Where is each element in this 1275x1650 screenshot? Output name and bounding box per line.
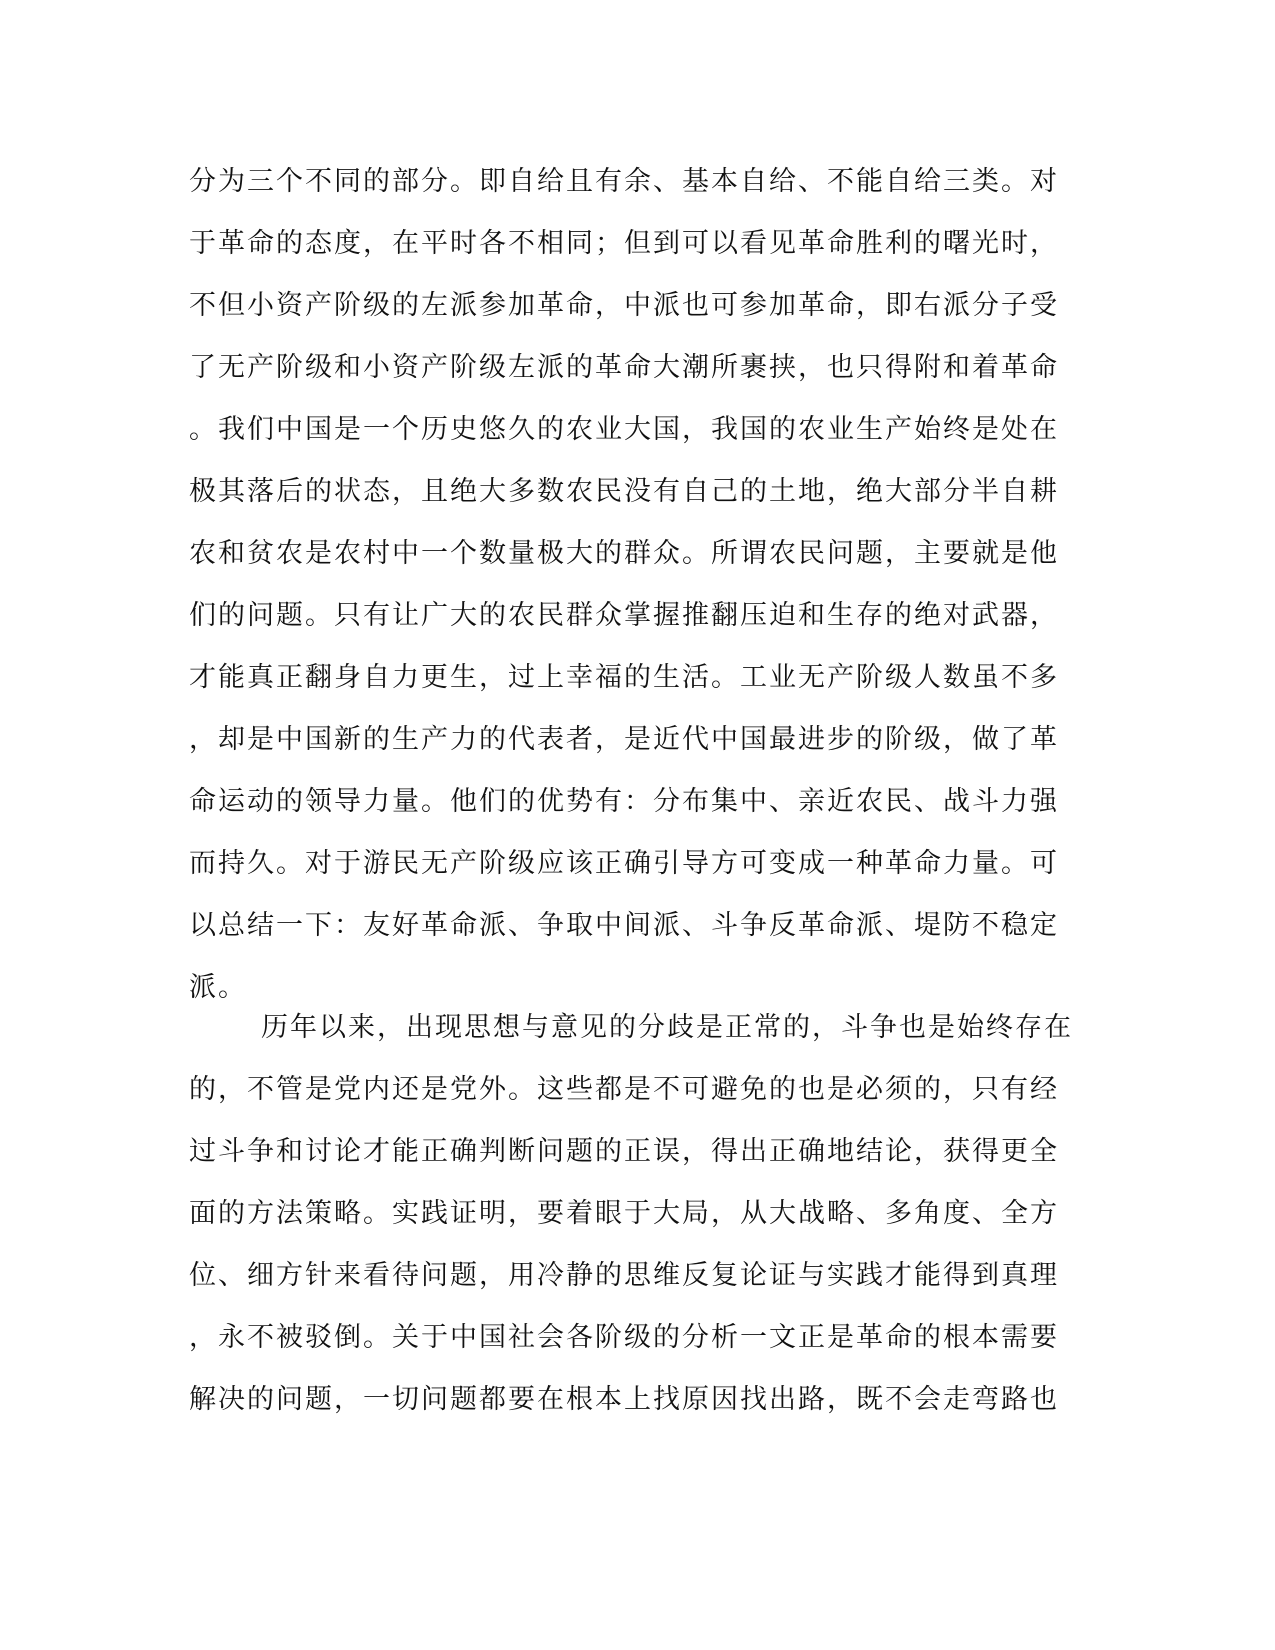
paragraph-2-line: 位、细方针来看待问题，用冷静的思维反复论证与实践才能得到真理 xyxy=(189,1260,1059,1291)
paragraph-2-line: 解决的问题，一切问题都要在根本上找原因找出路，既不会走弯路也 xyxy=(189,1384,1059,1415)
paragraph-2-line: 的，不管是党内还是党外。这些都是不可避免的也是必须的，只有经 xyxy=(189,1074,1059,1105)
paragraph-1-line: 农和贫农是农村中一个数量极大的群众。所谓农民问题，主要就是他 xyxy=(189,538,1059,569)
paragraph-1-line: 命运动的领导力量。他们的优势有：分布集中、亲近农民、战斗力强 xyxy=(189,786,1059,817)
paragraph-1-line: 于革命的态度，在平时各不相同；但到可以看见革命胜利的曙光时， xyxy=(189,228,1059,259)
paragraph-1-line: 们的问题。只有让广大的农民群众掌握推翻压迫和生存的绝对武器， xyxy=(189,600,1059,631)
paragraph-1-line: 。我们中国是一个历史悠久的农业大国，我国的农业生产始终是处在 xyxy=(189,414,1059,445)
paragraph-2-line: 面的方法策略。实践证明，要着眼于大局，从大战略、多角度、全方 xyxy=(189,1198,1059,1229)
paragraph-1-line: 分为三个不同的部分。即自给且有余、基本自给、不能自给三类。对 xyxy=(189,166,1059,197)
paragraph-2 xyxy=(189,997,1073,1431)
paragraph-1-line: 了无产阶级和小资产阶级左派的革命大潮所裹挟，也只得附和着革命 xyxy=(189,352,1059,383)
paragraph-2-line: ，永不被驳倒。关于中国社会各阶级的分析一文正是革命的根本需要 xyxy=(189,1322,1059,1353)
paragraph-1-line: 不但小资产阶级的左派参加革命，中派也可参加革命，即右派分子受 xyxy=(189,290,1059,321)
paragraph-1-line: ，却是中国新的生产力的代表者，是近代中国最进步的阶级，做了革 xyxy=(189,724,1059,755)
paragraph-1-line: 才能真正翻身自力更生，过上幸福的生活。工业无产阶级人数虽不多 xyxy=(189,662,1059,693)
paragraph-2-line: 过斗争和讨论才能正确判断问题的正误，得出正确地结论，获得更全 xyxy=(189,1136,1059,1167)
paragraph-1 xyxy=(189,151,1069,1019)
paragraph-2-line: 历年以来，出现思想与意见的分歧是正常的，斗争也是始终存在 xyxy=(261,1012,1073,1043)
paragraph-1-line: 极其落后的状态，且绝大多数农民没有自己的土地，绝大部分半自耕 xyxy=(189,476,1059,507)
paragraph-1-line: 而持久。对于游民无产阶级应该正确引导方可变成一种革命力量。可 xyxy=(189,848,1059,879)
paragraph-1-line: 派。 xyxy=(189,972,247,1003)
paragraph-1-line: 以总结一下：友好革命派、争取中间派、斗争反革命派、堤防不稳定 xyxy=(189,910,1059,941)
